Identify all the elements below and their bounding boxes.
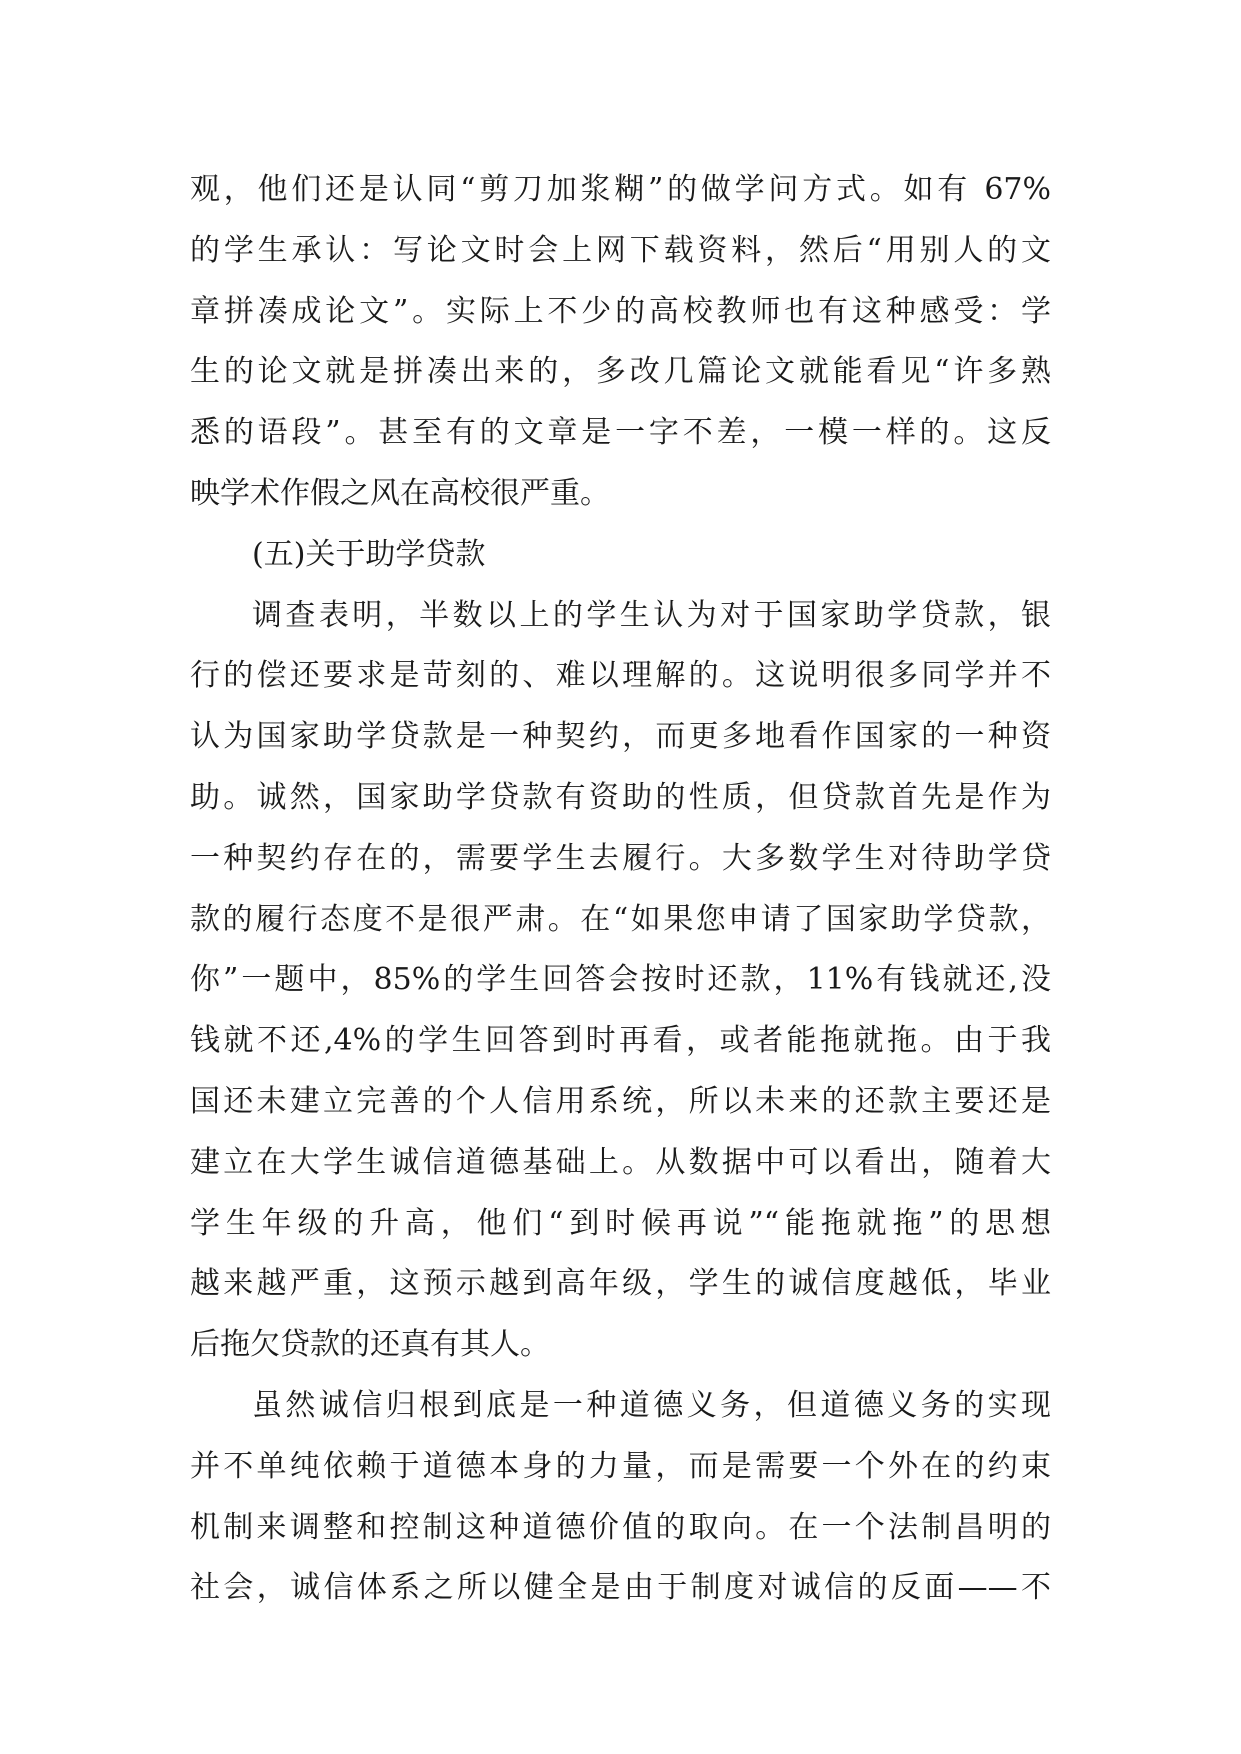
- paragraph-2-line: 一种契约存在的，需要学生去履行。大多数学生对待助学贷: [190, 840, 1051, 876]
- paragraph-1-line: 章拼凑成论文”。实际上不少的高校教师也有这种感受：学: [190, 293, 1051, 329]
- paragraph-2-line: 钱就不还,4%的学生回答到时再看，或者能拖就拖。由于我: [190, 1023, 1051, 1059]
- paragraph-2-line: 行的偿还要求是苛刻的、难以理解的。这说明很多同学并不: [190, 658, 1051, 694]
- paragraph-2-line: 认为国家助学贷款是一种契约，而更多地看作国家的一种资: [190, 719, 1051, 755]
- paragraph-3-line: 并不单纯依赖于道德本身的力量，而是需要一个外在的约束: [190, 1448, 1051, 1484]
- paragraph-3-line: 虽然诚信归根到底是一种道德义务，但道德义务的实现: [252, 1387, 1051, 1423]
- section-heading: (五)关于助学贷款: [252, 536, 486, 572]
- paragraph-2-line: 你”一题中，85%的学生回答会按时还款，11%有钱就还,没: [190, 962, 1051, 998]
- paragraph-1-line: 悉的语段”。甚至有的文章是一字不差，一模一样的。这反: [190, 415, 1051, 451]
- paragraph-2-line: 款的履行态度不是很严肃。在“如果您申请了国家助学贷款，: [190, 901, 1051, 937]
- paragraph-2-line: 越来越严重，这预示越到高年级，学生的诚信度越低，毕业: [190, 1266, 1051, 1302]
- paragraph-2-line: 调查表明，半数以上的学生认为对于国家助学贷款，银: [252, 597, 1051, 633]
- paragraph-2-line: 后拖欠贷款的还真有其人。: [190, 1327, 550, 1363]
- paragraph-1-line: 生的论文就是拼凑出来的，多改几篇论文就能看见“许多熟: [190, 354, 1051, 390]
- paragraph-1-line: 映学术作假之风在高校很严重。: [190, 475, 610, 511]
- paragraph-3-line: 机制来调整和控制这种道德价值的取向。在一个法制昌明的: [190, 1509, 1051, 1545]
- paragraph-2-line: 助。诚然，国家助学贷款有资助的性质，但贷款首先是作为: [190, 779, 1051, 815]
- paragraph-3-line: 社会，诚信体系之所以健全是由于制度对诚信的反面——不: [190, 1570, 1051, 1606]
- document-body: [190, 160, 1051, 1619]
- paragraph-1-line: 的学生承认：写论文时会上网下载资料，然后“用别人的文: [190, 232, 1051, 268]
- paragraph-2-line: 建立在大学生诚信道德基础上。从数据中可以看出，随着大: [190, 1144, 1051, 1180]
- paragraph-2-line: 学生年级的升高，他们“到时候再说”“能拖就拖”的思想: [190, 1205, 1051, 1241]
- paragraph-2-line: 国还未建立完善的个人信用系统，所以未来的还款主要还是: [190, 1083, 1051, 1119]
- paragraph-1-line: 观，他们还是认同“剪刀加浆糊”的做学问方式。如有 67%: [190, 172, 1051, 207]
